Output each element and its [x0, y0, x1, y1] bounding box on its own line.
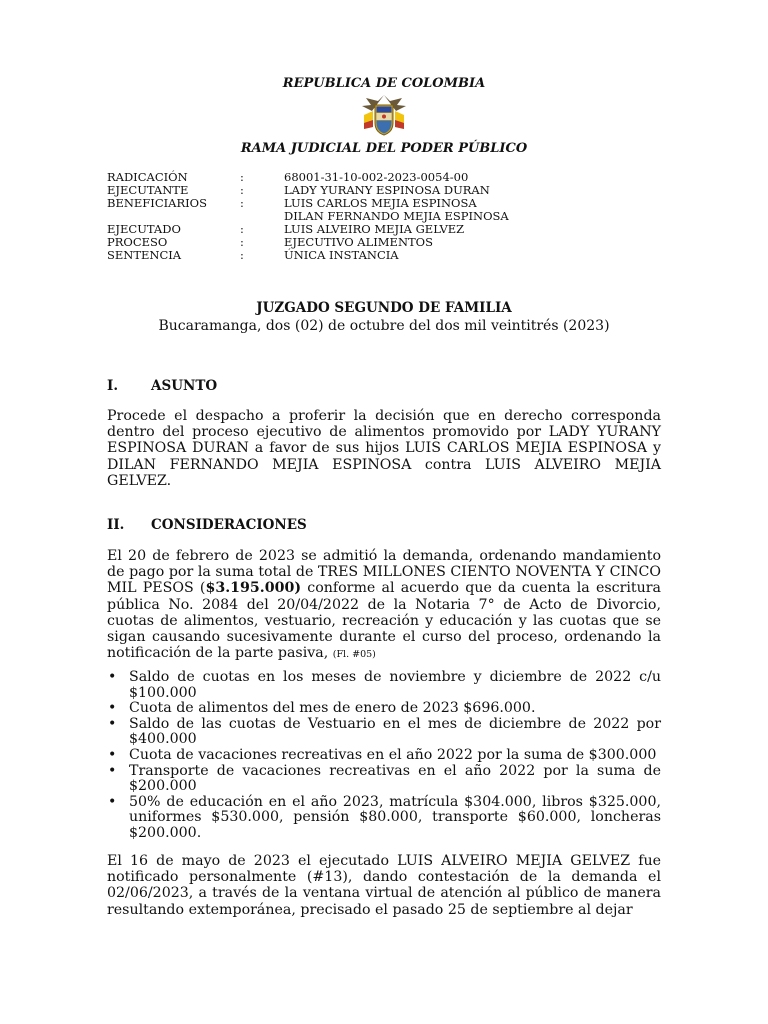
case-info-row [107, 249, 584, 262]
list-item-text: Saldo de las cuotas de Vestuario en el mes de diciembre de 2022 por $400.000 [129, 715, 661, 748]
case-info-sep: : [240, 196, 244, 210]
notification-paragraph: El 16 de mayo de 2023 el ejecutado LUIS ALVEIRO MEJIA GELVEZ fue notificado personalmente (#13), dando contestación de la demanda el 02/06/2023, a través de la ventana virtual de atención al público de manera resultando extemporánea, precisado el pasado 25 de septiembre al dejar [107, 853, 661, 918]
case-info-sep: : [240, 183, 244, 197]
case-info-key: BENEFICIARIOS [107, 196, 207, 210]
case-info-value: EJECUTIVO ALIMENTOS [284, 235, 433, 249]
court-name: JUZGADO SEGUNDO DE FAMILIA [256, 300, 512, 316]
folio-reference: (Fl. #05) [332, 649, 376, 661]
bullet-dot: • [108, 793, 117, 810]
section-title: CONSIDERACIONES [151, 517, 307, 533]
case-info-value: LUIS CARLOS MEJIA ESPINOSA [284, 196, 477, 210]
case-info-value: LUIS ALVEIRO MEJIA GELVEZ [284, 222, 465, 236]
case-info-sep: : [240, 248, 244, 262]
list-item-text: Transporte de vacaciones recreativas en el año 2022 por la suma de $200.000 [129, 762, 661, 795]
case-info-value: LADY YURANY ESPINOSA DURAN [284, 183, 490, 197]
case-info-table [107, 171, 584, 262]
list-item [107, 748, 661, 764]
list-item-text: Saldo de cuotas en los meses de noviembre y diciembre de 2022 c/u $100.000 [129, 669, 661, 701]
section-heading-consideraciones [107, 517, 307, 533]
country-heading: REPUBLICA DE COLOMBIA [282, 76, 486, 91]
list-item [107, 670, 661, 701]
asunto-paragraph: Procede el despacho a proferir la decisión que en derecho corresponda dentro del proceso ejecutivo de alimentos promovido por LADY YURANY ESPINOSA DURAN a favor de sus hijos LUIS CARLOS MEJIA ESPINOSA y DILAN FERNANDO MEJIA ESPINOSA contra LUIS ALVEIRO MEJIA GELVEZ. [107, 408, 661, 489]
case-info-sep [240, 210, 284, 223]
list-item-text: Cuota de alimentos del mes de enero de 2023 $696.000. [129, 700, 536, 717]
list-item [107, 764, 661, 795]
colombia-coat-of-arms-icon [358, 93, 410, 137]
branch-heading: RAMA JUDICIAL DEL PODER PÚBLICO [240, 141, 528, 156]
case-info-value: DILAN FERNANDO MEJIA ESPINOSA [284, 209, 509, 223]
case-info-key: SENTENCIA [107, 248, 182, 262]
consideraciones-paragraph [107, 548, 661, 663]
case-info-key: EJECUTANTE [107, 183, 189, 197]
section-heading-asunto [107, 378, 217, 394]
list-item-text: 50% de educación en el año 2023, matrícula $304.000, libros $325.000, uniformes $530.000, pensión $80.000, transporte $60.000, loncheras $200.000. [129, 793, 661, 841]
section-number: I. [107, 378, 119, 394]
paragraph-text: conforme al acuerdo que da cuenta la escritura pública No. 2084 del 20/04/2022 de la Notaria 7° de Acto de Divorcio, cuotas de alimentos, vestuario, recreación y educación y las cuotas que se sigan causando sucesivamente durante el curso del proceso, ordenando la notificación de la parte pasiva, [107, 580, 661, 662]
list-item [107, 795, 661, 842]
case-info-key: PROCESO [107, 235, 168, 249]
case-info-key: RADICACIÓN [107, 170, 188, 184]
case-info-value: 68001-31-10-002-2023-0054-00 [284, 170, 469, 184]
case-info-value: ÚNICA INSTANCIA [284, 248, 399, 262]
list-item [107, 717, 661, 748]
claims-list [107, 670, 661, 842]
bullet-dot: • [108, 669, 117, 685]
paragraph-text: El 20 de febrero de 2023 se admitió la demanda, ordenando mandamiento de pago por la suma total de TRES MILLONES CIENTO NOVENTA Y CINCO MIL PESOS ( [107, 548, 661, 597]
case-info-sep: : [240, 235, 244, 249]
case-info-sep: : [240, 222, 244, 236]
case-info-key: EJECUTADO [107, 222, 181, 236]
section-title: ASUNTO [151, 378, 218, 394]
bullet-dot: • [108, 746, 117, 763]
bullet-dot: • [108, 762, 117, 779]
bullet-dot: • [108, 715, 117, 732]
list-item [107, 701, 661, 717]
bullet-dot: • [108, 700, 117, 717]
amount-highlight: $3.195.000) [205, 580, 302, 597]
section-number: II. [107, 517, 125, 533]
case-info-sep: : [240, 170, 244, 184]
court-date-line: Bucaramanga, dos (02) de octubre del dos mil veintitrés (2023) [158, 318, 610, 334]
list-item-text: Cuota de vacaciones recreativas en el año 2022 por la suma de $300.000 [129, 746, 657, 763]
